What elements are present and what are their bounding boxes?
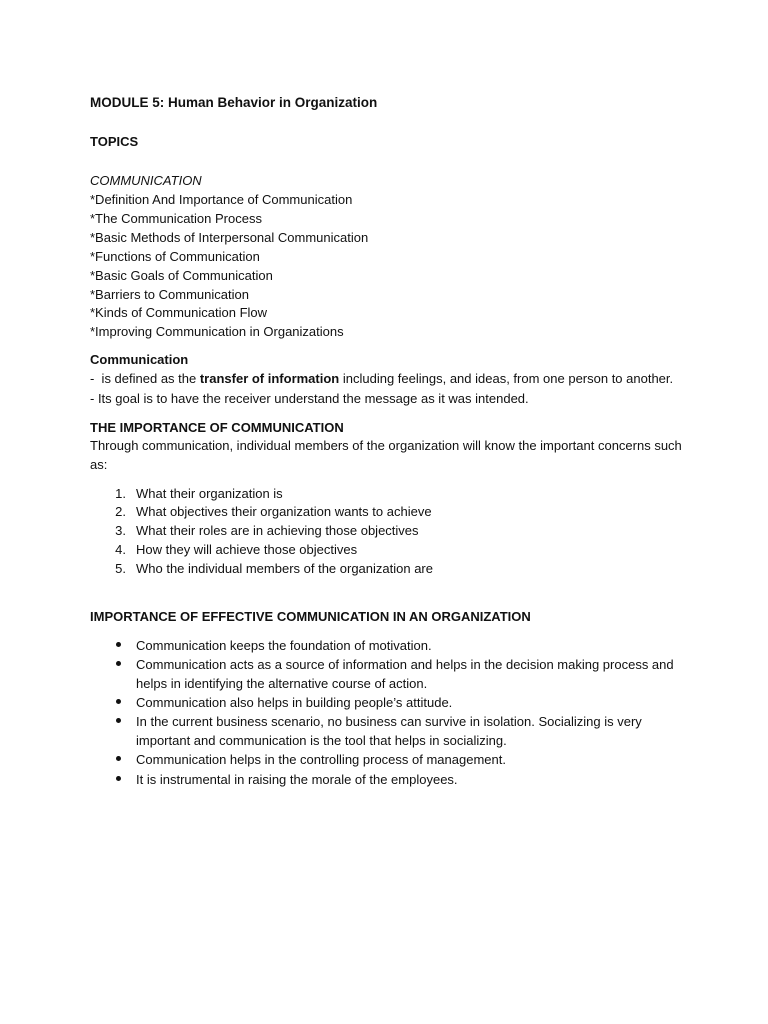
bullet-icon [116,756,121,761]
definition-key-term: transfer of information [199,371,340,386]
list-text: What their roles are in achieving those objectives [136,523,419,538]
list-number: 4. [115,542,126,557]
effective-heading: IMPORTANCE OF EFFECTIVE COMMUNICATION IN AN ORGANIZATION [90,609,531,624]
list-number: 2. [115,504,126,519]
topic-item: *Kinds of Communication Flow [90,305,268,320]
definition-heading: Communication [90,352,189,367]
bullet-icon [116,776,121,781]
goal-line: - Its goal is to have the receiver understand the message as it was intended. [90,391,529,406]
definition-line [90,371,673,387]
list-text: How they will achieve those objectives [136,542,358,557]
definition-prefix: - is defined as the [90,371,200,386]
importance-intro-continued: as: [90,457,108,472]
bullet-text: Communication acts as a source of information and helps in the decision making process and helps in identifying the alternative course of action. [136,657,674,691]
communication-heading: COMMUNICATION [90,173,202,188]
bullet-icon [116,642,121,647]
topic-item: *The Communication Process [90,211,262,226]
bullet-text: In the current business scenario, no business can survive in isolation. Socializing is very important and communication is the tool that helps in socializing. [136,714,642,748]
bullet-icon [116,699,121,704]
list-number: 3. [115,523,126,538]
list-text: Who the individual members of the organization are [136,561,433,576]
bullet-text: Communication helps in the controlling process of management. [136,752,506,767]
importance-heading: THE IMPORTANCE OF COMMUNICATION [90,420,344,435]
bullet-text: It is instrumental in raising the morale of the employees. [136,772,458,787]
importance-intro: Through communication, individual members of the organization will know the important concerns such [90,438,682,453]
bullet-text: Communication keeps the foundation of motivation. [136,638,432,653]
topic-item: *Definition And Importance of Communication [90,192,353,207]
topic-item: *Improving Communication in Organizations [90,324,344,339]
definition-suffix: including feelings, and ideas, from one person to another. [339,371,674,386]
bullet-icon [116,661,121,666]
topics-heading: TOPICS [90,134,139,149]
topic-item: *Basic Methods of Interpersonal Communication [90,230,369,245]
list-number: 1. [115,486,126,501]
list-text: What their organization is [136,486,283,501]
bullet-text: Communication also helps in building people’s attitude. [136,695,453,710]
topic-item: *Basic Goals of Communication [90,268,273,283]
topic-item: *Functions of Communication [90,249,260,264]
bullet-icon [116,718,121,723]
list-text: What objectives their organization wants to achieve [136,504,432,519]
list-number: 5. [115,561,126,576]
topic-item: *Barriers to Communication [90,287,249,302]
module-title: MODULE 5: Human Behavior in Organization [90,95,378,110]
